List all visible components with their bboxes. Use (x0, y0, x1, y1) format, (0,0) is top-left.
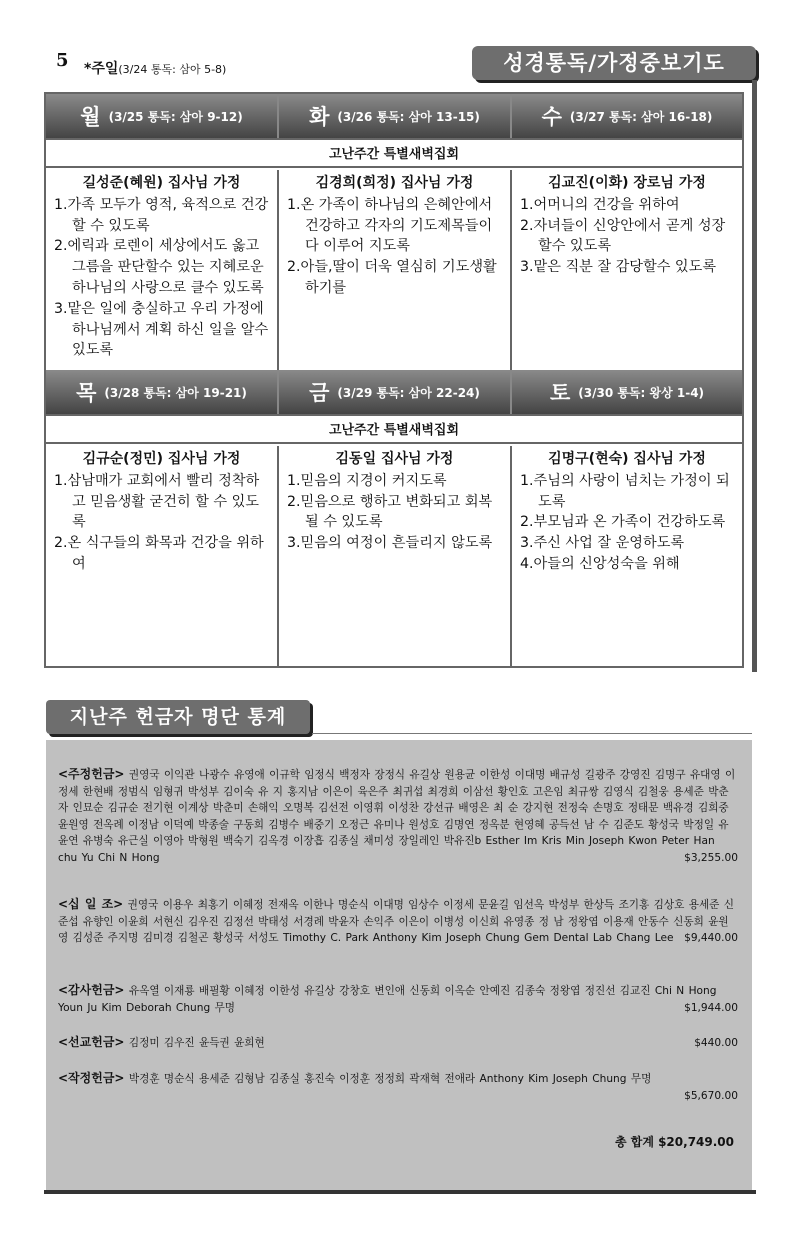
prayer-cell-mon (46, 170, 279, 370)
family-name: 김교진(이화) 장로님 가정 (548, 175, 706, 191)
prayer-item: 1.온 가족이 하나님의 은혜안에서 건강하고 각자의 기도제목들이 다 이루어 지도록 (287, 196, 493, 255)
prayer-item: 1.믿음의 지경이 커지도록 (287, 472, 447, 489)
day-name: 월 (80, 105, 101, 129)
day-name: 화 (309, 105, 330, 129)
prayer-cell-thu (46, 446, 279, 666)
prayer-item: 2.자녀들이 신앙안에서 곧게 성장 할수 있도록 (520, 217, 726, 255)
offering-names: 유옥열 이재룡 배필황 이혜정 이한성 유길상 강창호 변인애 신동희 이옥순 안예진 김종숙 정왕엽 정진선 김교진 Chi N Hong Youn Ju Kim Deborah Chung 무명 (58, 985, 717, 1014)
family-name: 김경희(희정) 집사님 가정 (315, 175, 474, 191)
day-header-tue (279, 94, 512, 138)
day-reading: (3/26 통독: 삼아 13-15) (337, 109, 480, 124)
day-reading: (3/30 통독: 왕상 1-4) (578, 385, 705, 400)
prayer-item: 3.주신 사업 잘 운영하도록 (520, 535, 685, 552)
sunday-reading (84, 58, 226, 78)
section-banner: 성경통독/가정중보기도 (472, 46, 756, 80)
prayer-item: 2.부모님과 온 가족이 건강하도록 (520, 514, 726, 531)
day-header-mon (46, 94, 279, 138)
banner-shadow-line (752, 80, 757, 96)
offering-group-mission (58, 1034, 738, 1052)
prayer-cell-sat (512, 446, 742, 666)
family-name: 길성준(혜원) 집사님 가정 (82, 175, 241, 191)
offering-label: <주정헌금> (58, 767, 125, 781)
prayer-item: 2.믿음으로 행하고 변화되고 회복 될 수 있도록 (287, 493, 493, 531)
offering-amount: $9,440.00 (684, 932, 738, 944)
prayer-item: 1.가족 모두가 영적, 육적으로 건강 할 수 있도록 (54, 196, 269, 234)
day-name: 금 (309, 381, 330, 405)
grid-shadow-line (752, 96, 757, 672)
offering-group-weekly (58, 766, 738, 866)
day-reading: (3/28 통독: 삼아 19-21) (104, 385, 247, 400)
offering-names: 권영국 이용우 최홍기 이혜정 전재옥 이한나 명순식 이대명 임상수 이정세 문윤길 임선옥 박성부 한상득 조기홍 김상호 용세준 신준섭 유향인 이윤희 서현신 김우진 김정선 박태성 서경례 박윤자 손익주 이은이 이병성 이신희 유영종 정 남 정왕엽 이용재 안동수 신동희 윤원영 김성준 주지명 김미경 김철곤 황성국 서성도 Timothy C. Park Anthony Kim Joseph Chung Gem Dental Lab Chang Lee (58, 899, 735, 944)
offering-total: 총 합계 $20,749.00 (614, 1135, 734, 1149)
offering-amount: $440.00 (694, 1037, 738, 1049)
prayer-item: 1.삼남매가 교회에서 빨리 정착하고 믿음생활 굳건히 할 수 있도록 (54, 472, 260, 531)
offering-names: 박경훈 명순식 용세준 김형남 김종실 홍진숙 이정훈 정정희 곽재혁 전애라 Anthony Kim Joseph Chung 무명 (128, 1073, 652, 1085)
family-name: 김규순(정민) 집사님 가정 (82, 451, 241, 467)
offering-box-bottom-rule (44, 1190, 756, 1194)
prayer-item: 2.온 식구들의 화목과 건강을 위하여 (54, 535, 264, 572)
prayer-item: 1.주님의 사랑이 넘치는 가정이 되도록 (520, 472, 730, 510)
offering-label: <작정헌금> (58, 1071, 125, 1085)
family-name: 김동일 집사님 가정 (335, 451, 454, 467)
offering-amount: $5,670.00 (684, 1089, 738, 1102)
prayer-cell-wed (512, 170, 742, 370)
offering-group-tithe (58, 896, 738, 947)
day-name: 토 (549, 381, 571, 405)
sunday-label: *주일 (84, 61, 119, 77)
prayer-item: 3.맡은 일에 충실하고 우리 가정에 하나님께서 계획 하신 일을 알수 있도록 (54, 300, 269, 359)
prayer-item: 3.믿음의 여정이 흔들리지 않도록 (287, 535, 493, 552)
day-header-wed (512, 94, 742, 138)
offering-label: <십 일 조> (58, 897, 124, 911)
sunday-reading-range: (3/24 통독: 삼아 5-8) (118, 63, 227, 76)
prayer-item: 2.에릭과 로렌이 세상에서도 옳고 그름을 판단할수 있는 지혜로운 하나님의 사랑으로 클수 있도록 (54, 238, 264, 296)
day-reading: (3/29 통독: 삼아 22-24) (337, 385, 480, 400)
day-name: 수 (541, 105, 562, 129)
special-meeting-row-1: 고난주간 특별새벽집회 (46, 138, 742, 168)
offering-names: 김정미 김우진 윤득권 윤희현 (128, 1037, 265, 1049)
offering-amount: $1,944.00 (684, 1001, 738, 1014)
offering-amount: $3,255.00 (684, 851, 738, 864)
prayer-item: 1.어머니의 건강을 위하여 (520, 196, 680, 213)
day-header-fri (279, 370, 512, 414)
special-meeting-row-2: 고난주간 특별새벽집회 (46, 414, 742, 444)
offering-group-pledge (58, 1070, 738, 1104)
offering-title-rule (312, 733, 752, 734)
offering-group-thanks (58, 982, 738, 1016)
prayer-item: 3.맡은 직분 잘 감당할수 있도록 (520, 259, 717, 276)
offering-label: <선교헌금> (58, 1035, 125, 1049)
page-number: 5 (56, 50, 69, 71)
prayer-grid (44, 92, 744, 668)
day-header-thu (46, 370, 279, 414)
prayer-cell-fri (279, 446, 512, 666)
prayer-cell-tue (279, 170, 512, 370)
prayer-item: 2.아들,딸이 더욱 열심히 기도생활 하기를 (287, 259, 497, 296)
family-name: 김명구(현숙) 집사님 가정 (548, 451, 706, 467)
day-name: 목 (76, 381, 97, 405)
offering-label: <감사헌금> (58, 983, 125, 997)
offering-names: 권영국 이익관 나광수 유영애 이규학 임정식 백정자 장정식 유길상 원용균 이한성 이대명 배규성 길광주 강영진 김명구 유대영 이정세 한현배 정범식 임형귀 박성부 김이숙 유 지 홍지남 이은이 육은주 최귀섭 최경희 이삼선 황인호 고은임 최규쌍 김영식 김철웅 용세준 박춘자 인묘순 김규순 전기현 이계상 박춘미 손해익 오명복 김선전 이영휘 이성찬 강선규 배영은 최 순 강지현 전정숙 손명호 정태문 백유경 김희중 윤원영 전옥례 이정남 이덕예 박종술 구동희 김병수 배중기 오정근 유미나 원성호 김명연 정옥분 현영혜 공득선 남 수 김준도 황성국 박정일 유윤연 유병숙 유근실 이영아 박형원 백숙기 김옥경 이장흡 김종실 채미성 장일레인 박유진b Esther Im Kris Min Joseph Kwon Peter Han chu Yu Chi N Hong (58, 769, 736, 864)
day-header-sat (512, 370, 742, 414)
prayer-item: 4.아들의 신앙성숙을 위해 (520, 555, 680, 572)
day-reading: (3/27 통독: 삼아 16-18) (569, 109, 713, 124)
offering-section-title: 지난주 헌금자 명단 통계 (46, 700, 310, 734)
day-reading: (3/25 통독: 삼아 9-12) (108, 109, 243, 124)
